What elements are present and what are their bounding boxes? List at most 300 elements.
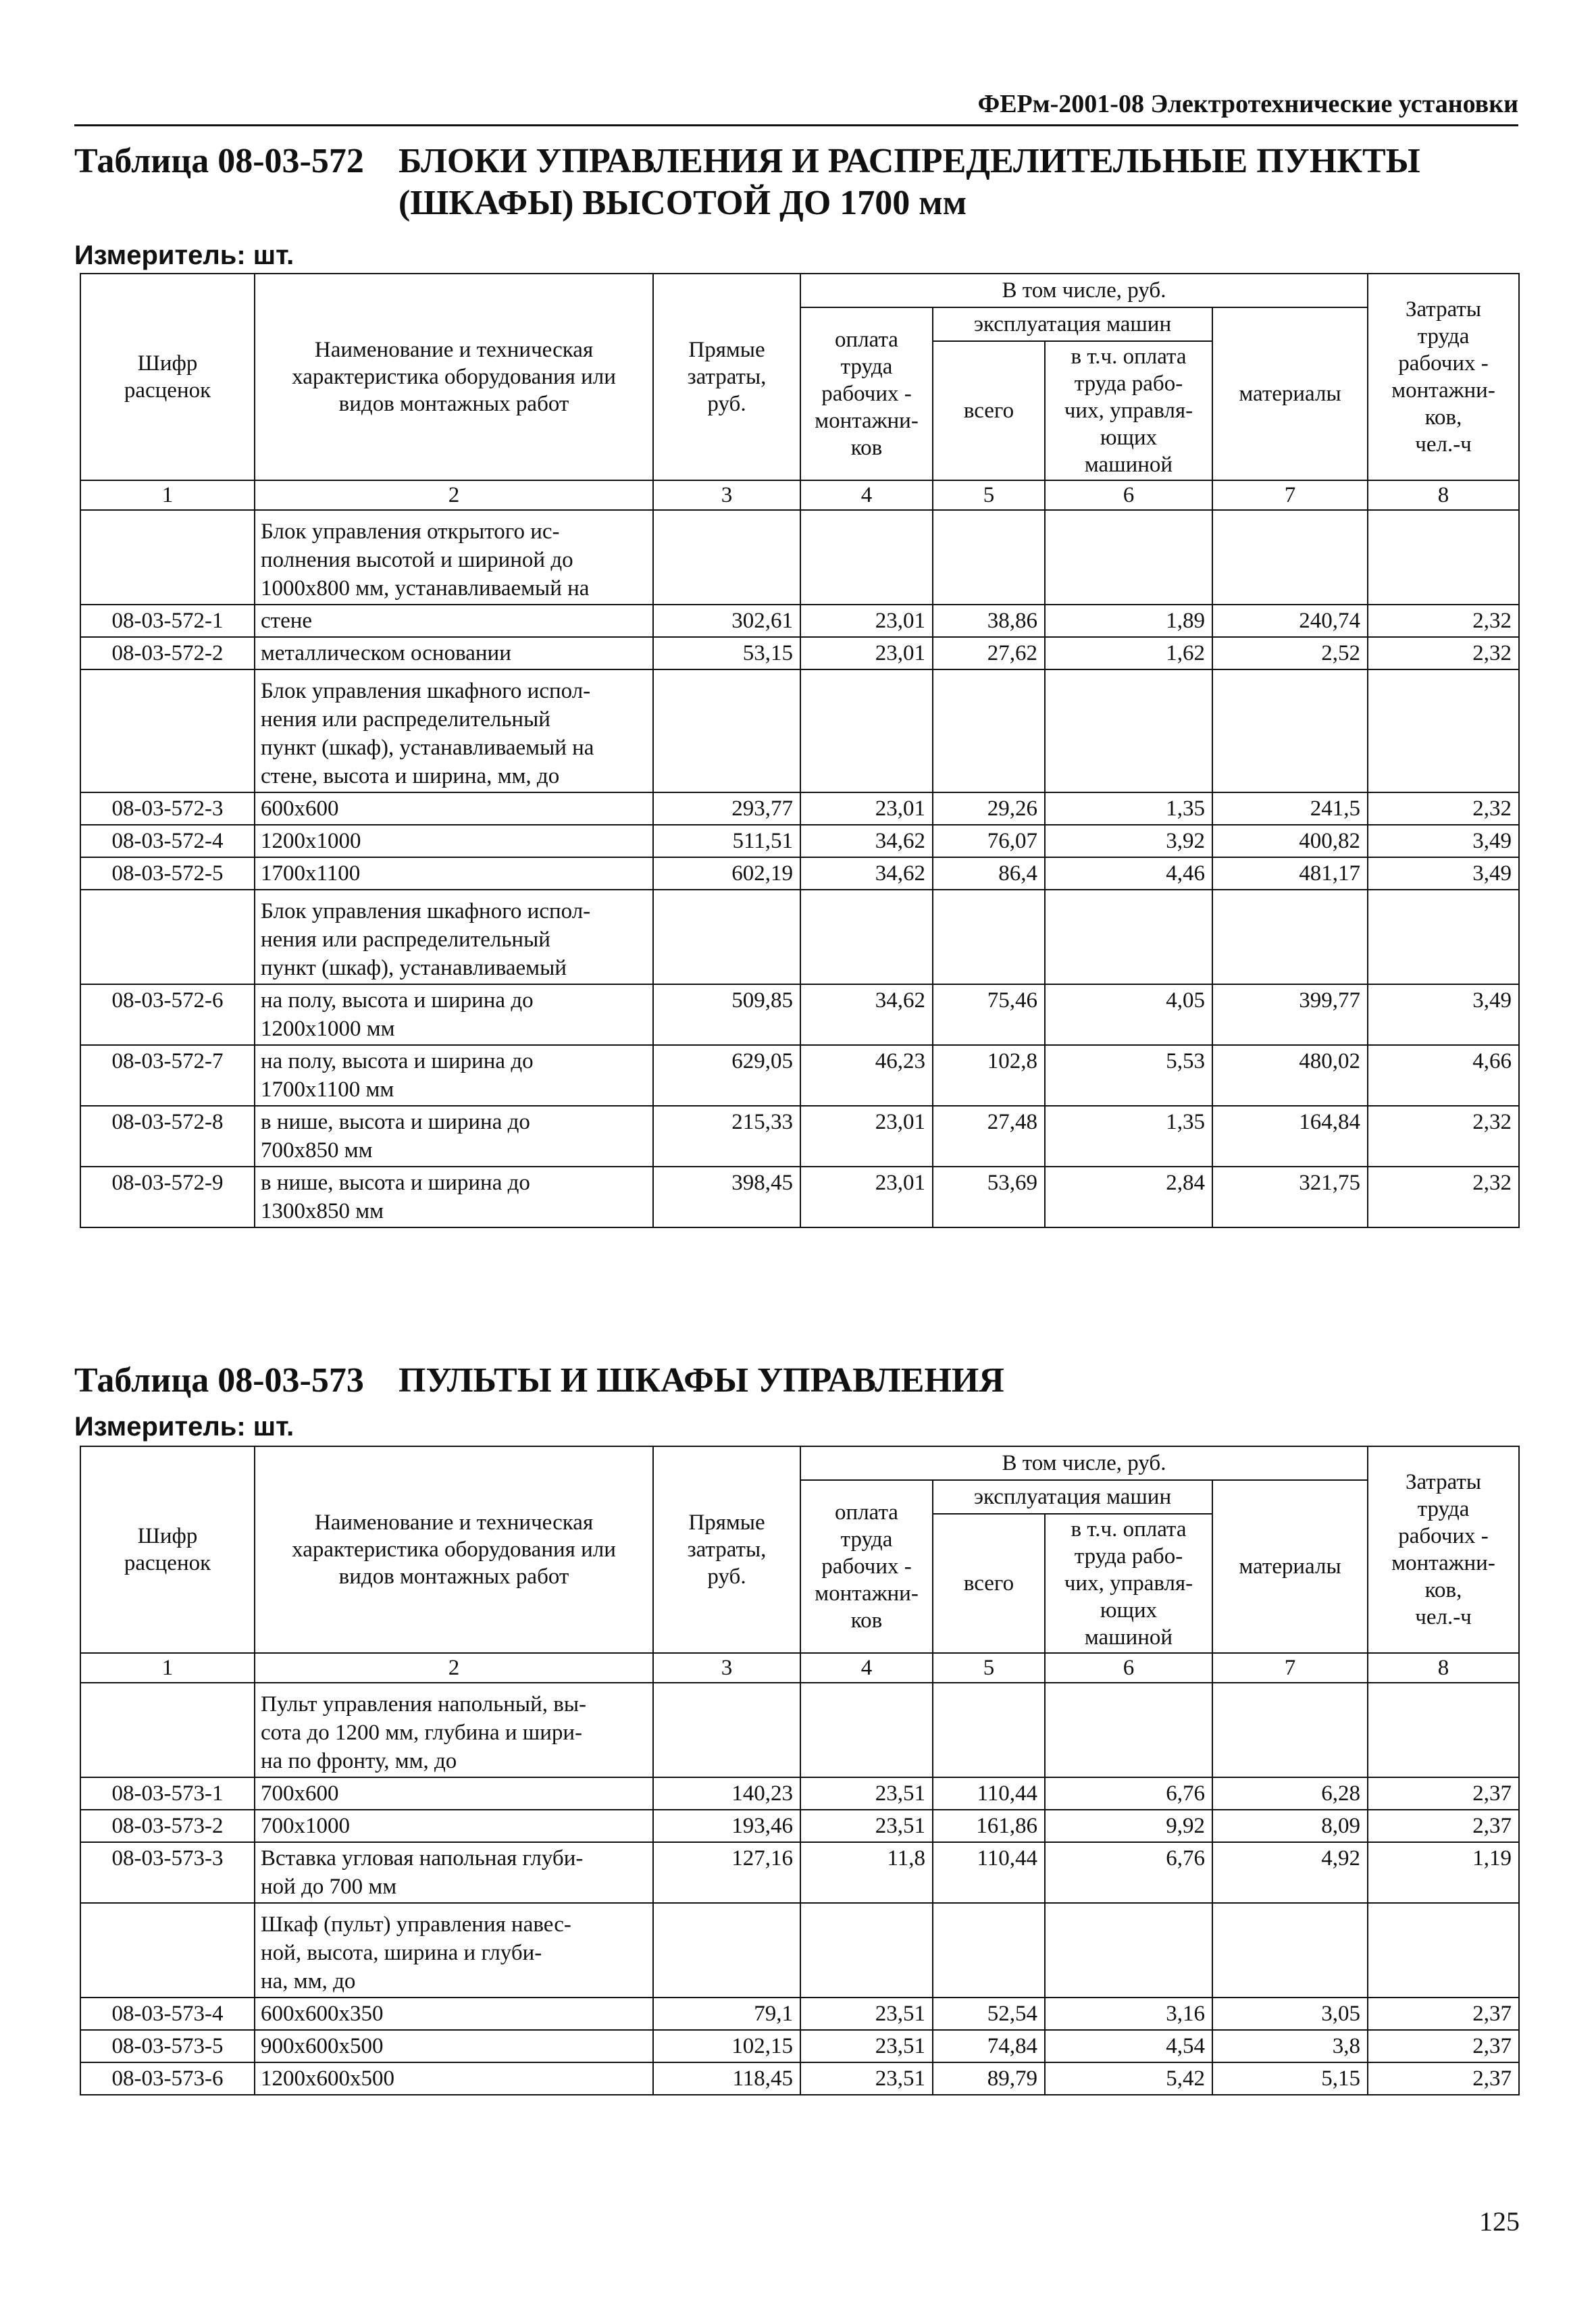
col-header-hours [1368, 274, 1519, 480]
group-heading [255, 510, 653, 605]
value-machine-labor: 9,92 [1045, 1810, 1212, 1842]
group-value-blank [933, 669, 1045, 792]
rate-code: 08-03-572-3 [80, 792, 255, 825]
value-hours: 4,66 [1368, 1045, 1519, 1106]
group-value-blank [933, 890, 1045, 984]
table1 [80, 273, 1520, 1228]
value-machine-labor: 1,35 [1045, 1106, 1212, 1167]
group-heading [255, 669, 653, 792]
rate-code: 08-03-573-2 [80, 1810, 255, 1842]
group-value-blank [800, 669, 933, 792]
col-header-direct-line: затраты, [687, 365, 767, 389]
group-value-blank [653, 890, 800, 984]
col-header-machines: эксплуатация машин [933, 307, 1212, 341]
header-row [80, 274, 1519, 307]
value-machine: 110,44 [933, 1777, 1045, 1810]
table2 [80, 1446, 1520, 2095]
value-direct: 193,46 [653, 1810, 800, 1842]
col-header-machine-labor-line: чих, управля- [1064, 1571, 1193, 1596]
value-hours: 2,32 [1368, 1106, 1519, 1167]
rate-code: 08-03-572-7 [80, 1045, 255, 1106]
work-name [255, 1842, 653, 1903]
value-materials: 241,5 [1212, 792, 1368, 825]
col-header-code-line: Шифр [137, 1524, 198, 1548]
col-header-labor [800, 307, 933, 480]
value-machine-labor: 6,76 [1045, 1777, 1212, 1810]
work-name-line: 700х850 мм [261, 1138, 373, 1163]
column-number: 8 [1368, 1653, 1519, 1683]
col-header-hours-line: труда [1417, 324, 1470, 349]
value-machine: 89,79 [933, 2062, 1045, 2095]
table1-title-line2: (ШКАФЫ) ВЫСОТОЙ ДО 1700 мм [398, 184, 967, 222]
col-header-hours-line: Затраты [1405, 1470, 1482, 1494]
value-labor: 46,23 [800, 1045, 933, 1106]
value-machine-labor: 3,92 [1045, 825, 1212, 857]
value-labor: 23,01 [800, 792, 933, 825]
value-machine-labor: 1,62 [1045, 637, 1212, 669]
value-direct: 79,1 [653, 1998, 800, 2030]
value-hours: 1,19 [1368, 1842, 1519, 1903]
value-machine: 52,54 [933, 1998, 1045, 2030]
value-materials: 4,92 [1212, 1842, 1368, 1903]
col-header-code-line: расценок [124, 1551, 211, 1575]
table2-title: ПУЛЬТЫ И ШКАФЫ УПРАВЛЕНИЯ [398, 1361, 1004, 1400]
work-name [255, 1045, 653, 1106]
rate-code: 08-03-573-4 [80, 1998, 255, 2030]
col-header-direct-line: Прямые [688, 338, 765, 362]
rate-code: 08-03-572-4 [80, 825, 255, 857]
value-direct: 398,45 [653, 1167, 800, 1227]
work-name-line: 900х600х500 [261, 2034, 384, 2058]
col-header-code [80, 1446, 255, 1653]
column-number: 3 [653, 480, 800, 510]
work-name [255, 825, 653, 857]
value-labor: 23,01 [800, 1167, 933, 1227]
col-header-machine-labor-line: машиной [1084, 453, 1173, 477]
col-header-hours-line: монтажни- [1391, 378, 1495, 403]
col-header-materials: материалы [1212, 1480, 1368, 1653]
group-heading-line: стене, высота и ширина, мм, до [261, 764, 560, 788]
work-name-line: на полу, высота и ширина до [261, 1049, 534, 1073]
value-direct: 102,15 [653, 2030, 800, 2062]
col-header-labor-line: монтажни- [815, 409, 919, 433]
col-header-hours-line: ков, [1424, 405, 1462, 430]
col-header-machine-labor-line: ющих [1100, 426, 1158, 450]
value-materials: 321,75 [1212, 1167, 1368, 1227]
page-number: 125 [1479, 2206, 1520, 2237]
col-header-labor-line: оплата [835, 1500, 898, 1525]
rate-code: 08-03-573-3 [80, 1842, 255, 1903]
table-row [80, 857, 1519, 890]
col-header-hours [1368, 1446, 1519, 1653]
column-number-row [80, 480, 1519, 510]
value-direct: 509,85 [653, 984, 800, 1045]
group-value-blank [800, 510, 933, 605]
group-value-blank [1212, 669, 1368, 792]
work-name-line: в нише, высота и ширина до [261, 1171, 530, 1195]
col-header-machine-labor [1045, 1514, 1212, 1653]
value-machine: 74,84 [933, 2030, 1045, 2062]
group-heading-line: нения или распределительный [261, 927, 550, 952]
value-materials: 3,05 [1212, 1998, 1368, 2030]
work-name [255, 1998, 653, 2030]
value-labor: 23,01 [800, 1106, 933, 1167]
group-value-blank [1212, 1683, 1368, 1777]
table2-measure: Измеритель: шт. [74, 1412, 294, 1442]
group-value-blank [1045, 1683, 1212, 1777]
group-heading-line: ной, высота, ширина и глуби- [261, 1941, 542, 1965]
table-row [80, 825, 1519, 857]
value-machine: 27,48 [933, 1106, 1045, 1167]
work-name [255, 984, 653, 1045]
running-header: ФЕРм-2001-08 Электротехнические установки [977, 90, 1518, 118]
value-labor: 23,51 [800, 1810, 933, 1842]
group-heading-line: Блок управления шкафного испол- [261, 679, 591, 703]
group-value-blank [800, 1903, 933, 1998]
group-value-blank [1045, 890, 1212, 984]
value-machine: 75,46 [933, 984, 1045, 1045]
value-direct: 629,05 [653, 1045, 800, 1106]
rate-code: 08-03-572-9 [80, 1167, 255, 1227]
col-header-machine-total: всего [933, 1514, 1045, 1653]
column-number-row [80, 1653, 1519, 1683]
group-heading-row [80, 1903, 1519, 1998]
col-header-name-line: видов монтажных работ [338, 1565, 569, 1589]
col-header-labor-line: труда [840, 1527, 893, 1552]
value-labor: 34,62 [800, 857, 933, 890]
value-labor: 23,51 [800, 1777, 933, 1810]
col-header-hours-line: Затраты [1405, 297, 1482, 322]
value-machine: 29,26 [933, 792, 1045, 825]
value-machine-labor: 3,16 [1045, 1998, 1212, 2030]
work-name [255, 2030, 653, 2062]
value-labor: 23,51 [800, 1998, 933, 2030]
col-header-labor-line: ков [850, 436, 883, 460]
rate-code: 08-03-573-6 [80, 2062, 255, 2095]
value-direct: 293,77 [653, 792, 800, 825]
table-row [80, 605, 1519, 637]
group-code-blank [80, 1683, 255, 1777]
col-header-hours-line: ков, [1424, 1578, 1462, 1602]
group-value-blank [1368, 669, 1519, 792]
work-name-line: 1200х600х500 [261, 2066, 394, 2091]
group-value-blank [933, 510, 1045, 605]
col-header-direct-line: руб. [707, 1565, 746, 1589]
table-row [80, 984, 1519, 1045]
value-machine-labor: 4,46 [1045, 857, 1212, 890]
group-value-blank [800, 890, 933, 984]
col-header-name-line: Наименование и техническая [314, 338, 594, 362]
work-name-line: 1700х1100 мм [261, 1077, 394, 1102]
column-number: 1 [80, 1653, 255, 1683]
value-machine-labor: 2,84 [1045, 1167, 1212, 1227]
work-name-line: в нише, высота и ширина до [261, 1110, 530, 1134]
work-name [255, 605, 653, 637]
column-number: 6 [1045, 480, 1212, 510]
value-hours: 3,49 [1368, 984, 1519, 1045]
col-header-name-line: характеристика оборудования или [292, 1537, 616, 1562]
header-row [80, 1446, 1519, 1480]
col-header-labor-line: оплата [835, 328, 898, 352]
value-machine-labor: 1,35 [1045, 792, 1212, 825]
group-code-blank [80, 1903, 255, 1998]
value-labor: 23,01 [800, 605, 933, 637]
value-labor: 23,01 [800, 637, 933, 669]
value-hours: 3,49 [1368, 857, 1519, 890]
col-header-name-line: Наименование и техническая [314, 1510, 594, 1535]
column-number: 5 [933, 480, 1045, 510]
group-value-blank [653, 1683, 800, 1777]
col-header-machine-labor [1045, 341, 1212, 480]
rate-code: 08-03-572-8 [80, 1106, 255, 1167]
column-number: 8 [1368, 480, 1519, 510]
group-value-blank [933, 1903, 1045, 1998]
group-heading-line: пункт (шкаф), устанавливаемый [261, 956, 567, 980]
col-header-hours-line: рабочих - [1398, 351, 1489, 376]
value-machine: 161,86 [933, 1810, 1045, 1842]
value-materials: 481,17 [1212, 857, 1368, 890]
group-value-blank [1368, 1903, 1519, 1998]
group-code-blank [80, 890, 255, 984]
work-name [255, 1167, 653, 1227]
table1-measure: Измеритель: шт. [74, 240, 294, 270]
value-materials: 8,09 [1212, 1810, 1368, 1842]
work-name-line: 600х600х350 [261, 2002, 384, 2026]
col-header-labor-line: рабочих - [821, 382, 912, 406]
column-number: 7 [1212, 480, 1368, 510]
table2-code: Таблица 08-03-573 [74, 1361, 364, 1400]
col-header-labor [800, 1480, 933, 1653]
value-hours: 2,37 [1368, 2030, 1519, 2062]
col-header-hours-line: труда [1417, 1497, 1470, 1521]
group-code-blank [80, 669, 255, 792]
value-direct: 302,61 [653, 605, 800, 637]
value-materials: 400,82 [1212, 825, 1368, 857]
work-name [255, 857, 653, 890]
work-name-line: 600х600 [261, 796, 339, 821]
col-header-code [80, 274, 255, 480]
group-value-blank [1368, 890, 1519, 984]
value-machine: 76,07 [933, 825, 1045, 857]
value-labor: 11,8 [800, 1842, 933, 1903]
value-hours: 3,49 [1368, 825, 1519, 857]
value-machine-labor: 5,42 [1045, 2062, 1212, 2095]
col-header-name-line: видов монтажных работ [338, 392, 569, 416]
value-materials: 164,84 [1212, 1106, 1368, 1167]
col-header-code-line: расценок [124, 378, 211, 403]
value-machine: 102,8 [933, 1045, 1045, 1106]
table1-code: Таблица 08-03-572 [74, 142, 364, 180]
group-heading-line: на, мм, до [261, 1969, 356, 1993]
col-header-direct [653, 1446, 800, 1653]
work-name-line: 700х1000 [261, 1814, 350, 1838]
rate-code: 08-03-572-2 [80, 637, 255, 669]
rate-code: 08-03-572-5 [80, 857, 255, 890]
work-name-line: ной до 700 мм [261, 1875, 397, 1899]
col-header-direct [653, 274, 800, 480]
work-name [255, 792, 653, 825]
group-heading-row [80, 1683, 1519, 1777]
col-header-name [255, 274, 653, 480]
col-header-incl: В том числе, руб. [800, 274, 1368, 307]
value-direct: 118,45 [653, 2062, 800, 2095]
value-labor: 23,51 [800, 2062, 933, 2095]
value-labor: 23,51 [800, 2030, 933, 2062]
group-heading [255, 1903, 653, 1998]
table-row [80, 2030, 1519, 2062]
column-number: 5 [933, 1653, 1045, 1683]
col-header-machine-labor-line: труда рабо- [1074, 1544, 1183, 1569]
work-name-line: стене [261, 609, 313, 633]
col-header-labor-line: труда [840, 355, 893, 379]
work-name [255, 1777, 653, 1810]
value-machine: 27,62 [933, 637, 1045, 669]
group-value-blank [933, 1683, 1045, 1777]
value-direct: 602,19 [653, 857, 800, 890]
value-hours: 2,32 [1368, 792, 1519, 825]
col-header-labor-line: монтажни- [815, 1581, 919, 1606]
group-code-blank [80, 510, 255, 605]
group-value-blank [800, 1683, 933, 1777]
table1-title-line1: БЛОКИ УПРАВЛЕНИЯ И РАСПРЕДЕЛИТЕЛЬНЫЕ ПУНКТЫ [398, 142, 1420, 180]
group-heading-row [80, 669, 1519, 792]
value-machine-labor: 1,89 [1045, 605, 1212, 637]
col-header-machine-labor-line: ющих [1100, 1598, 1158, 1623]
value-machine: 110,44 [933, 1842, 1045, 1903]
table-row [80, 1777, 1519, 1810]
col-header-name [255, 1446, 653, 1653]
group-heading-line: сота до 1200 мм, глубина и шири- [261, 1721, 583, 1745]
table-row [80, 1810, 1519, 1842]
column-number: 7 [1212, 1653, 1368, 1683]
column-number: 3 [653, 1653, 800, 1683]
value-materials: 3,8 [1212, 2030, 1368, 2062]
col-header-labor-line: ков [850, 1608, 883, 1633]
group-heading-line: на по фронту, мм, до [261, 1749, 457, 1773]
value-materials: 2,52 [1212, 637, 1368, 669]
column-number: 2 [255, 480, 653, 510]
table-row [80, 1106, 1519, 1167]
work-name-line: 1200х1000 мм [261, 1017, 395, 1041]
group-value-blank [653, 669, 800, 792]
table-row [80, 792, 1519, 825]
value-hours: 2,32 [1368, 605, 1519, 637]
group-heading-row [80, 510, 1519, 605]
table-row [80, 1167, 1519, 1227]
work-name [255, 1810, 653, 1842]
group-heading-line: нения или распределительный [261, 707, 550, 732]
column-number: 4 [800, 480, 933, 510]
value-materials: 240,74 [1212, 605, 1368, 637]
group-heading [255, 890, 653, 984]
work-name-line: на полу, высота и ширина до [261, 988, 534, 1013]
value-materials: 399,77 [1212, 984, 1368, 1045]
work-name-line: 700х600 [261, 1781, 339, 1806]
table-row [80, 1842, 1519, 1903]
value-materials: 5,15 [1212, 2062, 1368, 2095]
group-heading-line: 1000х800 мм, устанавливаемый на [261, 576, 590, 601]
value-labor: 34,62 [800, 984, 933, 1045]
col-header-labor-line: рабочих - [821, 1554, 912, 1579]
rate-code: 08-03-573-5 [80, 2030, 255, 2062]
col-header-code-line: Шифр [137, 351, 198, 376]
value-machine-labor: 5,53 [1045, 1045, 1212, 1106]
value-hours: 2,32 [1368, 637, 1519, 669]
group-heading-line: Шкаф (пульт) управления навес- [261, 1912, 571, 1937]
value-direct: 127,16 [653, 1842, 800, 1903]
column-number: 4 [800, 1653, 933, 1683]
group-heading-line: Блок управления шкафного испол- [261, 899, 591, 923]
group-heading-line: Пульт управления напольный, вы- [261, 1692, 586, 1717]
work-name-line: Вставка угловая напольная глуби- [261, 1846, 584, 1871]
table-row [80, 1045, 1519, 1106]
col-header-hours-line: монтажни- [1391, 1551, 1495, 1575]
value-hours: 2,32 [1368, 1167, 1519, 1227]
col-header-machine-labor-line: в т.ч. оплата [1071, 1517, 1187, 1542]
group-heading-line: Блок управления открытого ис- [261, 519, 560, 544]
group-value-blank [1212, 1903, 1368, 1998]
group-heading-row [80, 890, 1519, 984]
col-header-machine-labor-line: чих, управля- [1064, 399, 1193, 423]
rate-code: 08-03-572-1 [80, 605, 255, 637]
group-value-blank [653, 1903, 800, 1998]
group-value-blank [1212, 510, 1368, 605]
group-value-blank [653, 510, 800, 605]
value-machine: 86,4 [933, 857, 1045, 890]
column-number: 1 [80, 480, 255, 510]
group-heading-line: полнения высотой и шириной до [261, 548, 573, 572]
value-machine-labor: 4,54 [1045, 2030, 1212, 2062]
col-header-direct-line: Прямые [688, 1510, 765, 1535]
group-value-blank [1368, 510, 1519, 605]
col-header-machine-labor-line: машиной [1084, 1625, 1173, 1650]
table1-title [398, 141, 1493, 224]
col-header-hours-line: чел.-ч [1415, 432, 1472, 457]
column-number: 6 [1045, 1653, 1212, 1683]
table-row [80, 1998, 1519, 2030]
col-header-machines: эксплуатация машин [933, 1480, 1212, 1514]
col-header-name-line: характеристика оборудования или [292, 365, 616, 389]
col-header-machine-labor-line: в т.ч. оплата [1071, 345, 1187, 369]
header-rule [74, 124, 1518, 126]
value-hours: 2,37 [1368, 1998, 1519, 2030]
group-value-blank [1212, 890, 1368, 984]
col-header-direct-line: руб. [707, 392, 746, 416]
rate-code: 08-03-573-1 [80, 1777, 255, 1810]
col-header-materials: материалы [1212, 307, 1368, 480]
col-header-incl: В том числе, руб. [800, 1446, 1368, 1480]
col-header-hours-line: рабочих - [1398, 1524, 1489, 1548]
col-header-machine-total: всего [933, 341, 1045, 480]
value-materials: 480,02 [1212, 1045, 1368, 1106]
work-name [255, 2062, 653, 2095]
value-machine: 38,86 [933, 605, 1045, 637]
value-direct: 511,51 [653, 825, 800, 857]
work-name [255, 1106, 653, 1167]
value-machine: 53,69 [933, 1167, 1045, 1227]
work-name-line: 1700х1100 [261, 861, 361, 886]
value-direct: 140,23 [653, 1777, 800, 1810]
value-materials: 6,28 [1212, 1777, 1368, 1810]
value-direct: 215,33 [653, 1106, 800, 1167]
col-header-direct-line: затраты, [687, 1537, 767, 1562]
work-name [255, 637, 653, 669]
group-value-blank [1045, 1903, 1212, 1998]
value-labor: 34,62 [800, 825, 933, 857]
group-heading [255, 1683, 653, 1777]
table-row [80, 2062, 1519, 2095]
work-name-line: 1300х850 мм [261, 1199, 384, 1223]
